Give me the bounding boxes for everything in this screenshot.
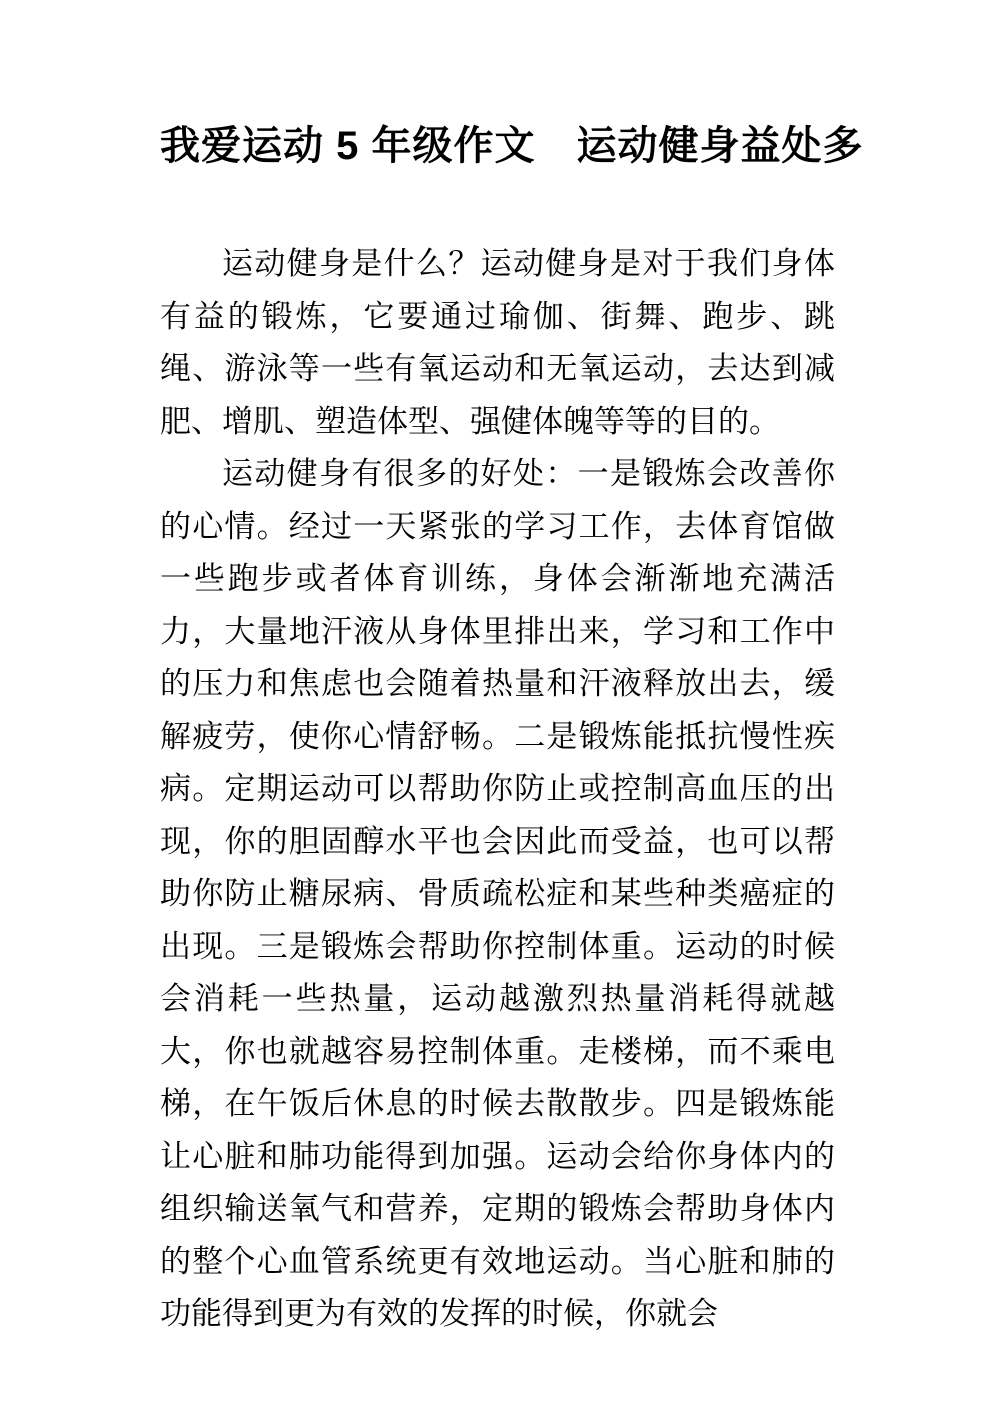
paragraph-intro: 运动健身是什么？运动健身是对于我们身体有益的锻炼，它要通过瑜伽、街舞、跑步、跳绳、游泳等一些有氧运动和无氧运动，去达到减肥、增肌、塑造体型、强健体魄等等的目的。	[160, 246, 835, 439]
document-body	[160, 238, 835, 1341]
document-title: 我爱运动 5 年级作文 运动健身益处多	[160, 124, 864, 168]
paragraph-benefits: 运动健身有很多的好处：一是锻炼会改善你的心情。经过一天紧张的学习工作，去体育馆做一些跑步或者体育训练，身体会渐渐地充满活力，大量地汗液从身体里排出来，学习和工作中的压力和焦虑也会随着热量和汗液释放出去，缓解疲劳，使你心情舒畅。二是锻炼能抵抗慢性疾病。定期运动可以帮助你防止或控制高血压的出现，你的胆固醇水平也会因此而受益，也可以帮助你防止糖尿病、骨质疏松症和某些种类癌症的出现。三是锻炼会帮助你控制体重。运动的时候会消耗一些热量，运动越激烈热量消耗得就越大，你也就越容易控制体重。走楼梯，而不乘电梯，在午饭后休息的时候去散散步。四是锻炼能让心脏和肺功能得到加强。运动会给你身体内的组织输送氧气和营养，定期的锻炼会帮助身体内的整个心血管系统更有效地运动。当心脏和肺的功能得到更为有效的发挥的时候，你就会	[160, 456, 835, 1331]
